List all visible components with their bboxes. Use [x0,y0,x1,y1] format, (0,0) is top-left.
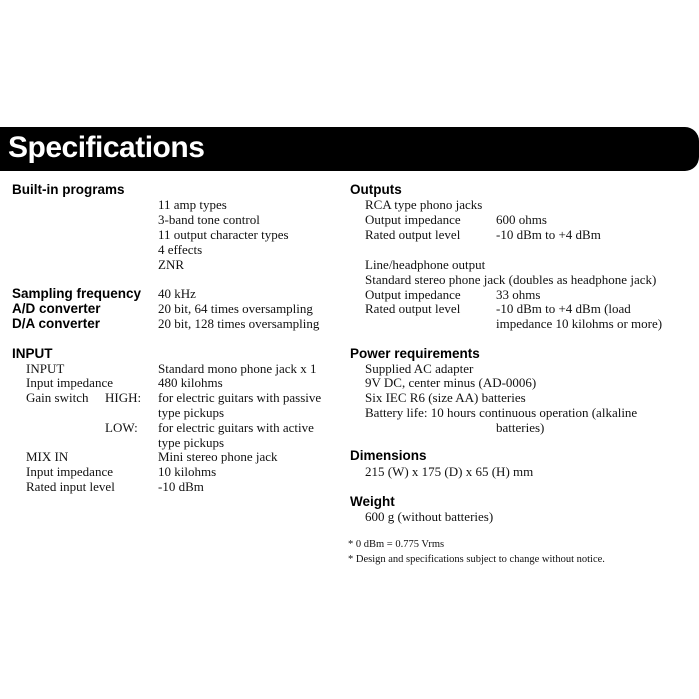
gain-high-desc: for electric guitars with passive [158,390,322,405]
rated-input-value: -10 dBm [158,479,204,494]
input-impedance-label: Input impedance [26,375,113,390]
gain-high-label: HIGH: [105,390,142,405]
sampling-value: 40 kHz [158,286,196,301]
input-impedance-value: 480 kilohms [158,375,223,390]
power-line: 9V DC, center minus (AD-0006) [365,375,537,390]
gain-switch-label: Gain switch [26,390,89,405]
mixin-label: MIX IN [26,449,69,464]
builtin-item: 3-band tone control [158,212,260,227]
mixin-value: Mini stereo phone jack [158,449,278,464]
line-rated-label: Rated output level [365,301,461,316]
da-label: D/A converter [12,316,101,331]
gain-low-desc: for electric guitars with active [158,420,314,435]
builtin-item: 11 amp types [158,197,227,212]
input-value: Standard mono phone jack x 1 [158,361,317,376]
rated-input-label: Rated input level [26,479,115,494]
rca-impedance-value: 600 ohms [496,212,547,227]
dimensions-heading: Dimensions [350,448,427,463]
outputs-heading: Outputs [350,182,402,197]
line-jack: Standard stereo phone jack (doubles as headphone jack) [365,272,657,287]
da-value: 20 bit, 128 times oversampling [158,316,320,331]
ad-value: 20 bit, 64 times oversampling [158,301,313,316]
footnote: * 0 dBm = 0.775 Vrms [348,539,445,550]
title-banner [0,127,699,171]
sampling-label: Sampling frequency [12,286,142,301]
line-rated-value-cont: impedance 10 kilohms or more) [496,316,663,331]
page-title: Specifications [8,131,205,164]
input-label: INPUT [26,361,65,376]
builtin-item: 11 output character types [158,227,289,242]
mix-impedance-value: 10 kilohms [158,464,217,479]
mix-impedance-label: Input impedance [26,464,113,479]
ad-label: A/D converter [12,301,101,316]
rca-rated-value: -10 dBm to +4 dBm [496,227,601,242]
rca-jacks: RCA type phono jacks [365,197,483,212]
power-heading: Power requirements [350,346,480,361]
builtin-heading: Built-in programs [12,182,125,197]
rca-rated-label: Rated output level [365,227,461,242]
weight-value: 600 g (without batteries) [365,509,494,524]
line-impedance-label: Output impedance [365,287,461,302]
battery-life-cont: batteries) [496,420,545,435]
line-rated-value: -10 dBm to +4 dBm (load [496,301,631,316]
battery-life: Battery life: 10 hours continuous operation (alkaline [365,405,638,420]
line-impedance-value: 33 ohms [496,287,541,302]
weight-heading: Weight [350,494,395,509]
rca-impedance-label: Output impedance [365,212,461,227]
input-heading: INPUT [12,346,53,361]
builtin-item: ZNR [158,257,184,272]
gain-low-label: LOW: [105,420,138,435]
builtin-item: 4 effects [158,242,203,257]
power-line: Six IEC R6 (size AA) batteries [365,390,526,405]
power-line: Supplied AC adapter [365,361,474,376]
footnote: * Design and specifications subject to change without notice. [348,554,605,565]
dimensions-value: 215 (W) x 175 (D) x 65 (H) mm [365,464,534,479]
line-output: Line/headphone output [365,257,486,272]
gain-high-desc-cont: type pickups [158,405,225,420]
gain-low-desc-cont: type pickups [158,435,225,450]
